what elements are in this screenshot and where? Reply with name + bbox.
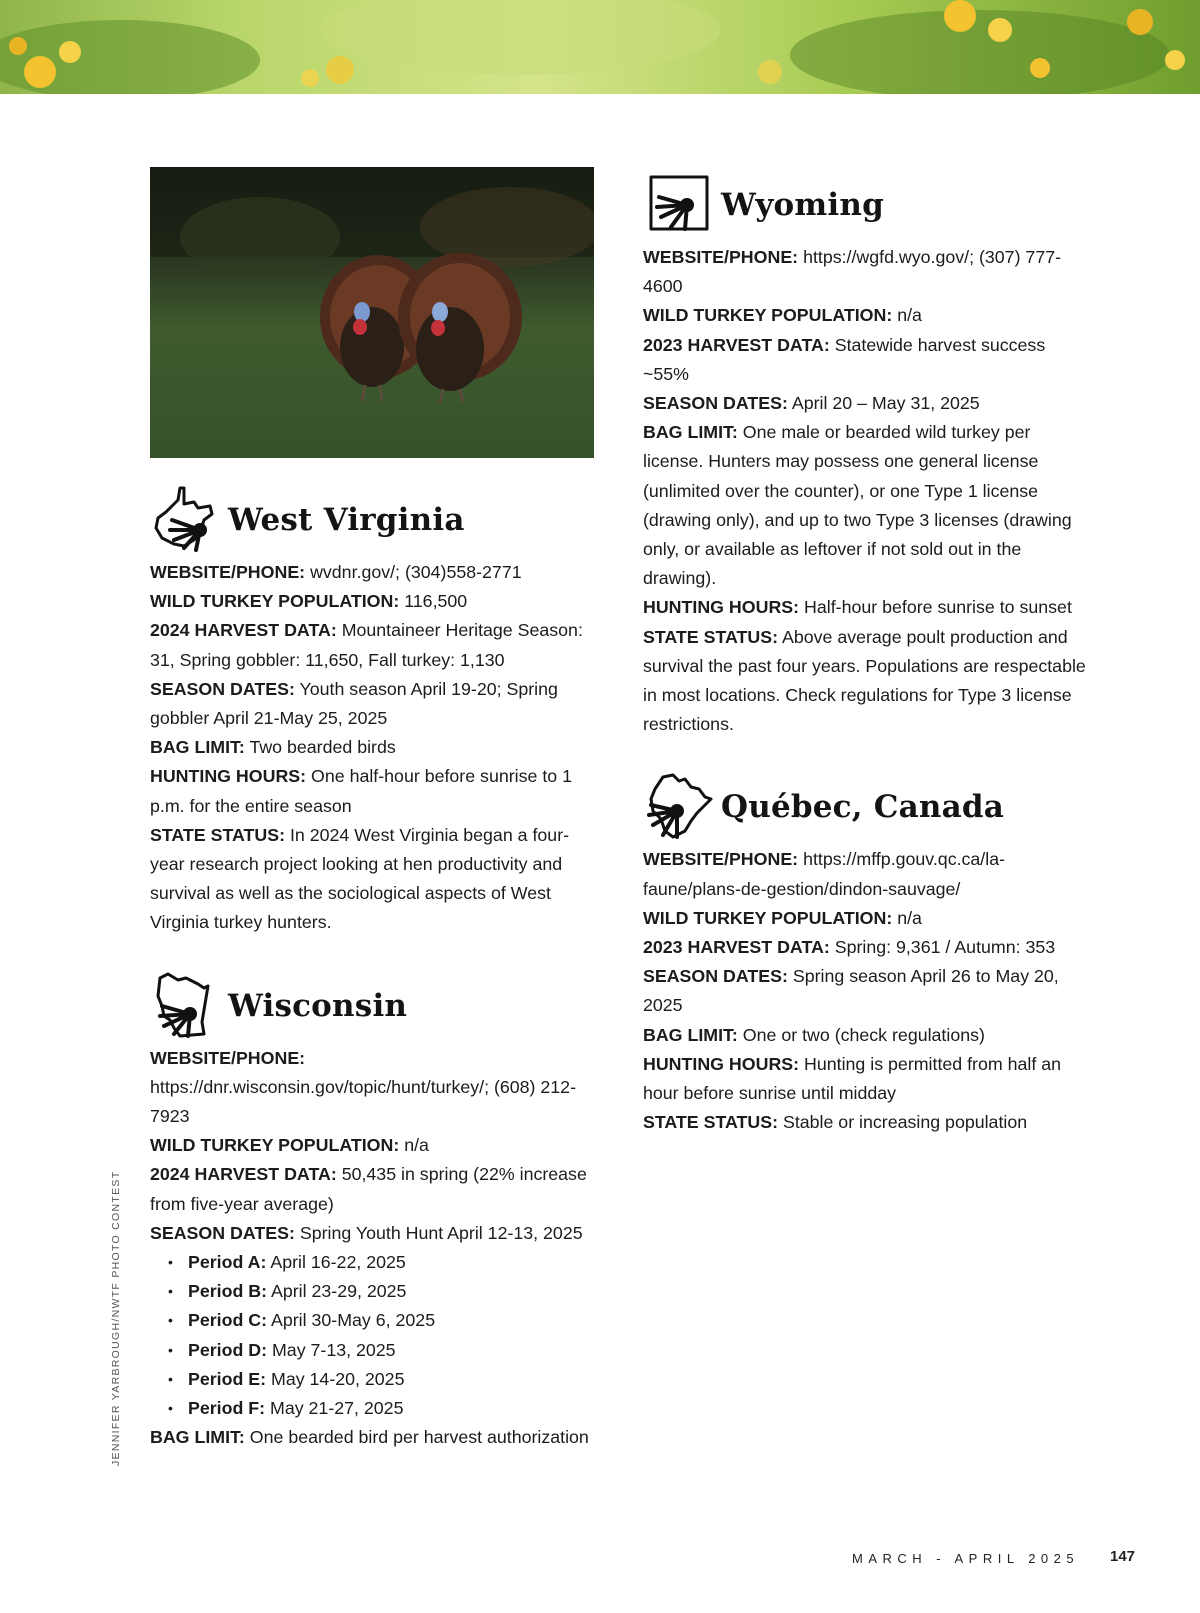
quebec-details: [643, 845, 1093, 1137]
list-item: • Period E: May 14-20, 2025: [150, 1365, 600, 1394]
harvest-entry: 2024 HARVEST DATA: Mountaineer Heritage Season: 31, Spring gobbler: 11,650, Fall turkey: 1,130: [150, 620, 583, 670]
season-entry: SEASON DATES: Youth season April 19-20; Spring gobbler April 21-May 25, 2025: [150, 678, 558, 729]
website-entry: WEBSITE/PHONE: https://mffp.gouv.qc.ca/la-faune/plans-de-gestion/dindon-sauvage/: [643, 849, 1006, 899]
website-entry: WEBSITE/PHONE: https://wgfd.wyo.gov/; (307) 777-4600: [643, 247, 1062, 297]
population-entry: WILD TURKEY POPULATION: n/a: [643, 907, 922, 928]
state-name: Wisconsin: [228, 987, 408, 1024]
website-entry: WEBSITE/PHONE: https://dnr.wisconsin.gov/topic/hunt/turkey/; (608) 212-7923: [150, 1047, 576, 1127]
west-virginia-state-map-icon: [150, 484, 222, 556]
list-item: • Period B: April 23-29, 2025: [150, 1277, 600, 1306]
quebec-header: [643, 769, 1093, 845]
hunting-hours-entry: HUNTING HOURS: Half-hour before sunrise to sunset: [643, 597, 1072, 618]
list-item: • Period A: April 16-22, 2025: [150, 1248, 600, 1277]
season-entry: SEASON DATES: Spring season April 26 to May 20, 2025: [643, 966, 1059, 1016]
west-virginia-header: [150, 482, 600, 558]
list-item: • Period D: May 7-13, 2025: [150, 1336, 600, 1365]
wisconsin-header: [150, 968, 600, 1044]
state-name: Wyoming: [721, 187, 885, 223]
hunting-hours-entry: HUNTING HOURS: One half-hour before sunrise to 1 p.m. for the entire season: [150, 766, 572, 816]
harvest-entry: 2024 HARVEST DATA: 50,435 in spring (22% increase from five-year average): [150, 1164, 587, 1214]
state-status-entry: STATE STATUS: Above average poult production and survival the past four years. Populations are respectable in most locations. Check regulations for Type 3 license restrictions.: [643, 626, 1086, 735]
right-column: [643, 167, 1093, 1137]
bag-limit-entry: BAG LIMIT: One or two (check regulations): [643, 1024, 985, 1045]
west-virginia-details: [150, 558, 600, 938]
state-status-entry: STATE STATUS: Stable or increasing population: [643, 1112, 1028, 1133]
flower-field-banner: [0, 0, 1200, 94]
harvest-entry: 2023 HARVEST DATA: Statewide harvest success ~55%: [643, 334, 1046, 384]
state-name: Québec, Canada: [721, 789, 1005, 826]
season-entry: SEASON DATES: Spring Youth Hunt April 12-13, 2025: [150, 1222, 583, 1243]
population-entry: WILD TURKEY POPULATION: n/a: [643, 305, 922, 326]
wisconsin-state-map-icon: [150, 970, 222, 1042]
list-item: • Period C: April 30-May 6, 2025: [150, 1306, 600, 1335]
website-entry: WEBSITE/PHONE: wvdnr.gov/; (304)558-2771: [150, 562, 522, 582]
population-entry: WILD TURKEY POPULATION: 116,500: [150, 591, 468, 612]
state-status-entry: STATE STATUS: In 2024 West Virginia began a four-year research project looking at hen productivity and survival as well as the sociological aspects of West Virginia turkey hunters.: [150, 824, 570, 933]
bag-limit-entry: BAG LIMIT: One male or bearded wild turkey per license. Hunters may possess one general license (unlimited over the counter), or one Type 1 license (drawing only), and up to two Type 3 licenses (drawing only, or available as leftover if not sold out in the drawing).: [643, 422, 1072, 589]
wyoming-details: [643, 243, 1093, 739]
hunting-hours-entry: HUNTING HOURS: Hunting is permitted from half an hour before sunrise until midday: [643, 1053, 1061, 1104]
list-item: • Period F: May 21-27, 2025: [150, 1394, 600, 1423]
page-number: 147: [1110, 1548, 1136, 1565]
harvest-entry: 2023 HARVEST DATA: Spring: 9,361 / Autumn: 353: [643, 937, 1056, 958]
left-column: [150, 167, 600, 1452]
two-wild-turkeys-photo: [150, 167, 594, 458]
state-name: West Virginia: [228, 502, 465, 538]
wisconsin-details: [150, 1044, 600, 1453]
issue-date: MARCH - APRIL 2025: [852, 1551, 1080, 1566]
wyoming-header: [643, 167, 1093, 243]
photo-credit: JENNIFER YARBROUGH/NWTF PHOTO CONTEST: [110, 1170, 122, 1466]
season-entry: SEASON DATES: April 20 – May 31, 2025: [643, 393, 980, 414]
bag-limit-entry: BAG LIMIT: Two bearded birds: [150, 737, 396, 758]
quebec-province-map-icon: [643, 771, 715, 843]
population-entry: WILD TURKEY POPULATION: n/a: [150, 1135, 429, 1156]
bag-limit-entry: BAG LIMIT: One bearded bird per harvest authorization: [150, 1427, 589, 1448]
wyoming-state-map-icon: [643, 169, 715, 241]
season-periods-list: [150, 1248, 600, 1423]
